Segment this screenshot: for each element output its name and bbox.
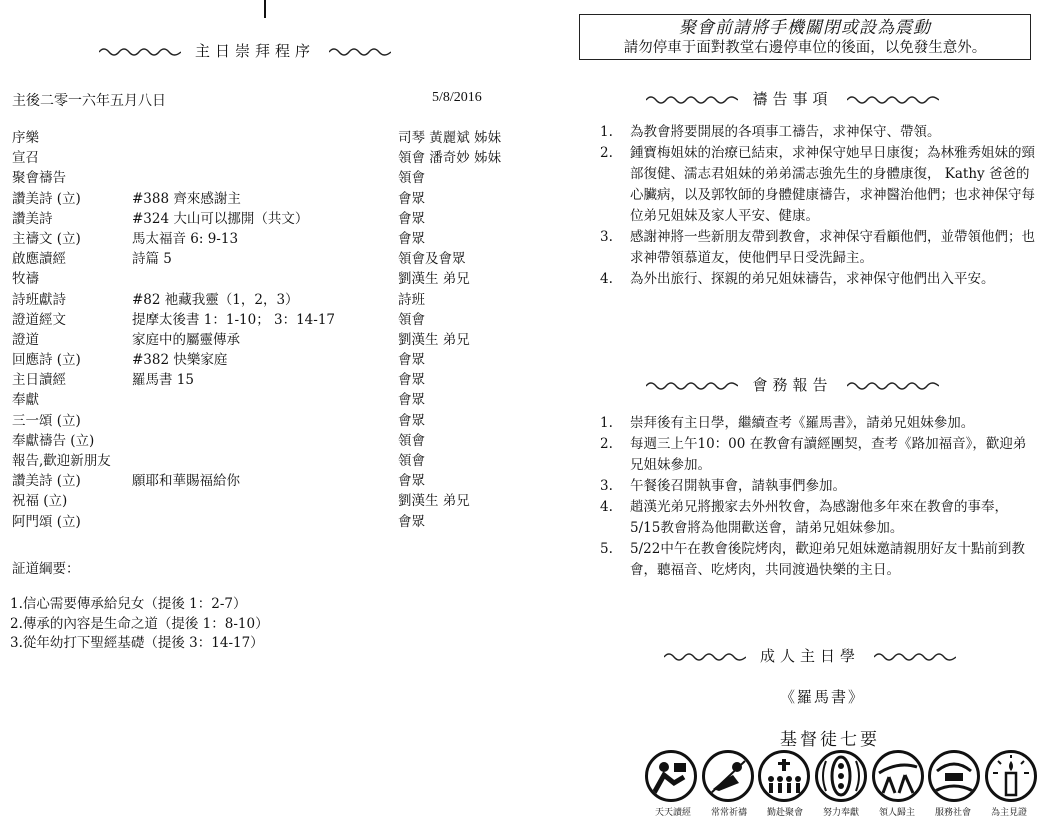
program-item-person: 司琴 黃麗斌 姊妹 <box>398 130 502 146</box>
notice-parking: 請勿停車于面對教堂右邊停車位的後面，以免發生意外。 <box>623 40 987 56</box>
program-item-content: 願耶和華賜福給你 <box>132 473 240 490</box>
item-text: 為教會將要開展的各項事工禱告，求神保守、帶領。 <box>630 124 941 140</box>
program-item-person: 劉漢生 弟兄 <box>398 271 470 288</box>
prayer-icon <box>702 750 754 802</box>
item-text: 每週三上午10：00 在教會有讀經團契，查考《路加福音》，歡迎弟兄姐妹參加。 <box>630 436 1027 473</box>
program-row <box>12 168 552 188</box>
program-item-name: 回應詩 (立) <box>12 352 81 369</box>
essential-label: 勤赴聚會 <box>766 808 803 818</box>
program-item-name: 讚美詩 (立) <box>12 190 81 207</box>
item-number: 2. <box>600 145 613 161</box>
sunday-school-title: 成人主日學 <box>759 647 860 665</box>
program-item-content: #382 快樂家庭 <box>132 352 228 369</box>
item-number: 1. <box>600 415 613 431</box>
prayer-title-row <box>620 88 965 109</box>
gathering-icon <box>758 750 810 802</box>
essential-label: 領人歸主 <box>878 808 915 818</box>
program-row <box>12 229 552 249</box>
list-item <box>600 434 1038 476</box>
program-item-person: 會眾 <box>398 513 425 530</box>
program-item-name: 啟應讀經 <box>12 251 66 268</box>
program-item-content: 馬太福音 6: 9-13 <box>132 230 239 247</box>
program-item-name: 主日讀經 <box>12 372 66 389</box>
affairs-list <box>600 413 1038 581</box>
program-row <box>12 431 552 451</box>
item-text: 午餐後召開執事會，請執事們參加。 <box>630 478 846 494</box>
essential-label: 服務社會 <box>934 808 971 818</box>
program-item-name: 主禱文 (立) <box>12 230 81 247</box>
item-text: 為外出旅行、探親的弟兄姐妹禱告，求神保守他們出入平安。 <box>630 271 995 287</box>
outline-point: 3.從年幼打下聖經基礎（提後 3：14-17） <box>10 635 264 651</box>
essential-label: 為主見證 <box>990 808 1027 818</box>
program-item-person: 領會 潘奇妙 姊妹 <box>398 150 502 167</box>
program-row <box>12 209 552 229</box>
program-item-name: 詩班獻詩 <box>12 291 66 308</box>
program-item-content: 詩篇 5 <box>132 251 172 268</box>
program-item-name: 奉獻禱告 (立) <box>12 432 95 449</box>
program-row <box>12 451 552 471</box>
ornament-icon <box>847 380 939 390</box>
program-item-content: 提摩太後書 1：1-10； 3：14-17 <box>132 311 336 328</box>
item-number: 1. <box>600 124 613 140</box>
essential-label: 天天讀經 <box>654 808 691 818</box>
program-item-name: 阿門頌 (立) <box>12 513 81 530</box>
item-number: 2. <box>600 436 613 452</box>
program-item-name: 序樂 <box>12 130 39 146</box>
ornament-icon <box>646 94 738 104</box>
program-row <box>12 330 552 350</box>
program-item-person: 領會及會眾 <box>398 251 466 268</box>
list-item <box>600 227 1038 269</box>
item-text: 趙漢光弟兄將搬家去外州牧會，為感謝他多年來在教會的事奉，5/15教會將為他開歡送會，請弟兄姐妹參加。 <box>630 499 1008 536</box>
program-row <box>12 249 552 269</box>
list-item <box>600 122 1038 143</box>
program-item-person: 領會 <box>398 432 425 449</box>
program-item-person: 會眾 <box>398 352 425 369</box>
program-item-person: 會眾 <box>398 473 425 490</box>
program-item-person: 會眾 <box>398 412 425 429</box>
essential-label: 常常祈禱 <box>710 808 747 818</box>
program-item-content: 家庭中的屬靈傳承 <box>132 331 240 348</box>
program-item-name: 宣召 <box>12 150 39 167</box>
program-item-name: 讚美詩 (立) <box>12 473 81 490</box>
program-item-name: 聚會禱告 <box>12 170 66 187</box>
list-item <box>600 497 1038 539</box>
list-item <box>600 413 1038 434</box>
affairs-title-row <box>620 374 965 395</box>
program-item-person: 會眾 <box>398 190 425 207</box>
program-item-person: 會眾 <box>398 372 425 389</box>
date-text: 主後二零一六年五月八日 <box>12 93 166 109</box>
item-text: 鍾寶梅姐妹的治療已結束，求神保守她早日康復；為林雅秀姐妹的頸部復健、濡志君姐妹的弟弟濡志強先生的身體康復， Kathy 爸爸的心臟病，以及郭牧師的身體健康禱告，求神醫治他們；也求神保守每位弟兄姐妹及家人平安、健康。 <box>630 145 1035 224</box>
seven-essentials-title: 基督徒七要 <box>780 730 880 750</box>
list-item <box>600 539 1038 581</box>
program-item-person: 領會 <box>398 311 425 328</box>
ornament-icon <box>847 94 939 104</box>
program-item-content: 羅馬書 15 <box>132 372 194 389</box>
ornament-icon <box>99 46 181 56</box>
item-number: 5. <box>600 541 613 557</box>
ornament-icon <box>329 46 391 56</box>
item-number: 3. <box>600 478 613 494</box>
program-item-name: 報告,歡迎新朋友 <box>12 453 111 469</box>
program-item-content: #324 大山可以挪開（共文） <box>132 210 309 227</box>
sunday-school-title-row <box>640 645 980 666</box>
program-item-name: 牧禱 <box>12 271 39 288</box>
program-item-person: 詩班 <box>398 291 425 308</box>
prayer-list <box>600 122 1038 290</box>
program-title-row <box>100 40 390 61</box>
ornament-icon <box>874 651 956 661</box>
top-divider-mark <box>264 0 266 18</box>
sermon-outline-title: 証道綱要： <box>12 561 80 577</box>
program-row <box>12 390 552 410</box>
program-item-person: 領會 <box>398 170 425 187</box>
program-item-person: 會眾 <box>398 392 425 409</box>
program-item-content: #388 齊來感謝主 <box>132 190 241 207</box>
affairs-title: 會務報告 <box>752 376 833 394</box>
program-item-person: 領會 <box>398 453 425 469</box>
program-row <box>12 370 552 390</box>
list-item <box>600 269 1038 290</box>
program-row <box>12 491 552 511</box>
notice-box <box>579 14 1031 60</box>
program-title: 主日崇拜程序 <box>195 42 316 60</box>
list-item <box>600 143 1038 227</box>
item-number: 3. <box>600 229 613 245</box>
seven-essentials-icons <box>645 750 1037 810</box>
program-item-name: 證道 <box>12 331 39 348</box>
outline-point: 1.信心需要傳承給兒女（提後 1：2-7） <box>10 596 247 612</box>
program-item-name: 證道經文 <box>12 311 66 328</box>
list-item <box>600 476 1038 497</box>
program-item-person: 會眾 <box>398 210 425 227</box>
program-item-name: 奉獻 <box>12 392 39 409</box>
sunday-school-book: 《羅馬書》 <box>780 688 866 706</box>
program-row <box>12 350 552 370</box>
program-item-person: 劉漢生 弟兄 <box>398 331 470 348</box>
program-item-person: 會眾 <box>398 230 425 247</box>
program-row <box>12 128 552 148</box>
ornament-icon <box>664 651 746 661</box>
notice-phone: 聚會前請將手機關閉或設為震動 <box>679 18 931 38</box>
program-list <box>12 128 552 532</box>
prayer-title: 禱告事項 <box>752 90 833 108</box>
program-row <box>12 310 552 330</box>
bible-reading-icon <box>645 750 697 802</box>
evangelism-icon <box>872 750 924 802</box>
ornament-icon <box>646 380 738 390</box>
program-row <box>12 189 552 209</box>
seven-essentials-labels <box>645 805 1037 818</box>
program-row <box>12 148 552 168</box>
program-item-name: 三一頌 (立) <box>12 412 81 429</box>
item-text: 5/22中午在教會後院烤肉，歡迎弟兄姐妹邀請親朋好友十點前到教會，聽福音、吃烤肉，共同渡過快樂的主日。 <box>630 541 1025 578</box>
outline-point: 2.傳承的內容是生命之道（提後 1：8-10） <box>10 615 269 632</box>
item-number: 4. <box>600 499 613 515</box>
program-row <box>12 512 552 532</box>
item-text: 感謝神將一些新朋友帶到教會，求神保守看顧他們，並帶領他們；也求神帶領慕道友，使他們早日受洗歸主。 <box>630 229 1035 266</box>
offering-icon <box>815 750 867 802</box>
community-service-icon <box>928 750 980 802</box>
program-item-name: 祝福 (立) <box>12 493 68 510</box>
program-item-person: 劉漢生 弟兄 <box>398 493 470 510</box>
program-row <box>12 290 552 310</box>
program-row <box>12 411 552 431</box>
program-item-name: 讚美詩 <box>12 210 53 227</box>
witness-candle-icon <box>985 750 1037 802</box>
item-number: 4. <box>600 271 613 287</box>
essential-label: 努力奉獻 <box>822 808 859 818</box>
sermon-outline <box>10 595 269 654</box>
program-row <box>12 269 552 289</box>
program-item-content: #82 祂藏我靈（1，2，3） <box>132 291 299 308</box>
program-row <box>12 471 552 491</box>
date-numeric: 5/8/2016 <box>432 90 482 105</box>
item-text: 崇拜後有主日學，繼續查考《羅馬書》，請弟兄姐妹參加。 <box>630 415 975 431</box>
